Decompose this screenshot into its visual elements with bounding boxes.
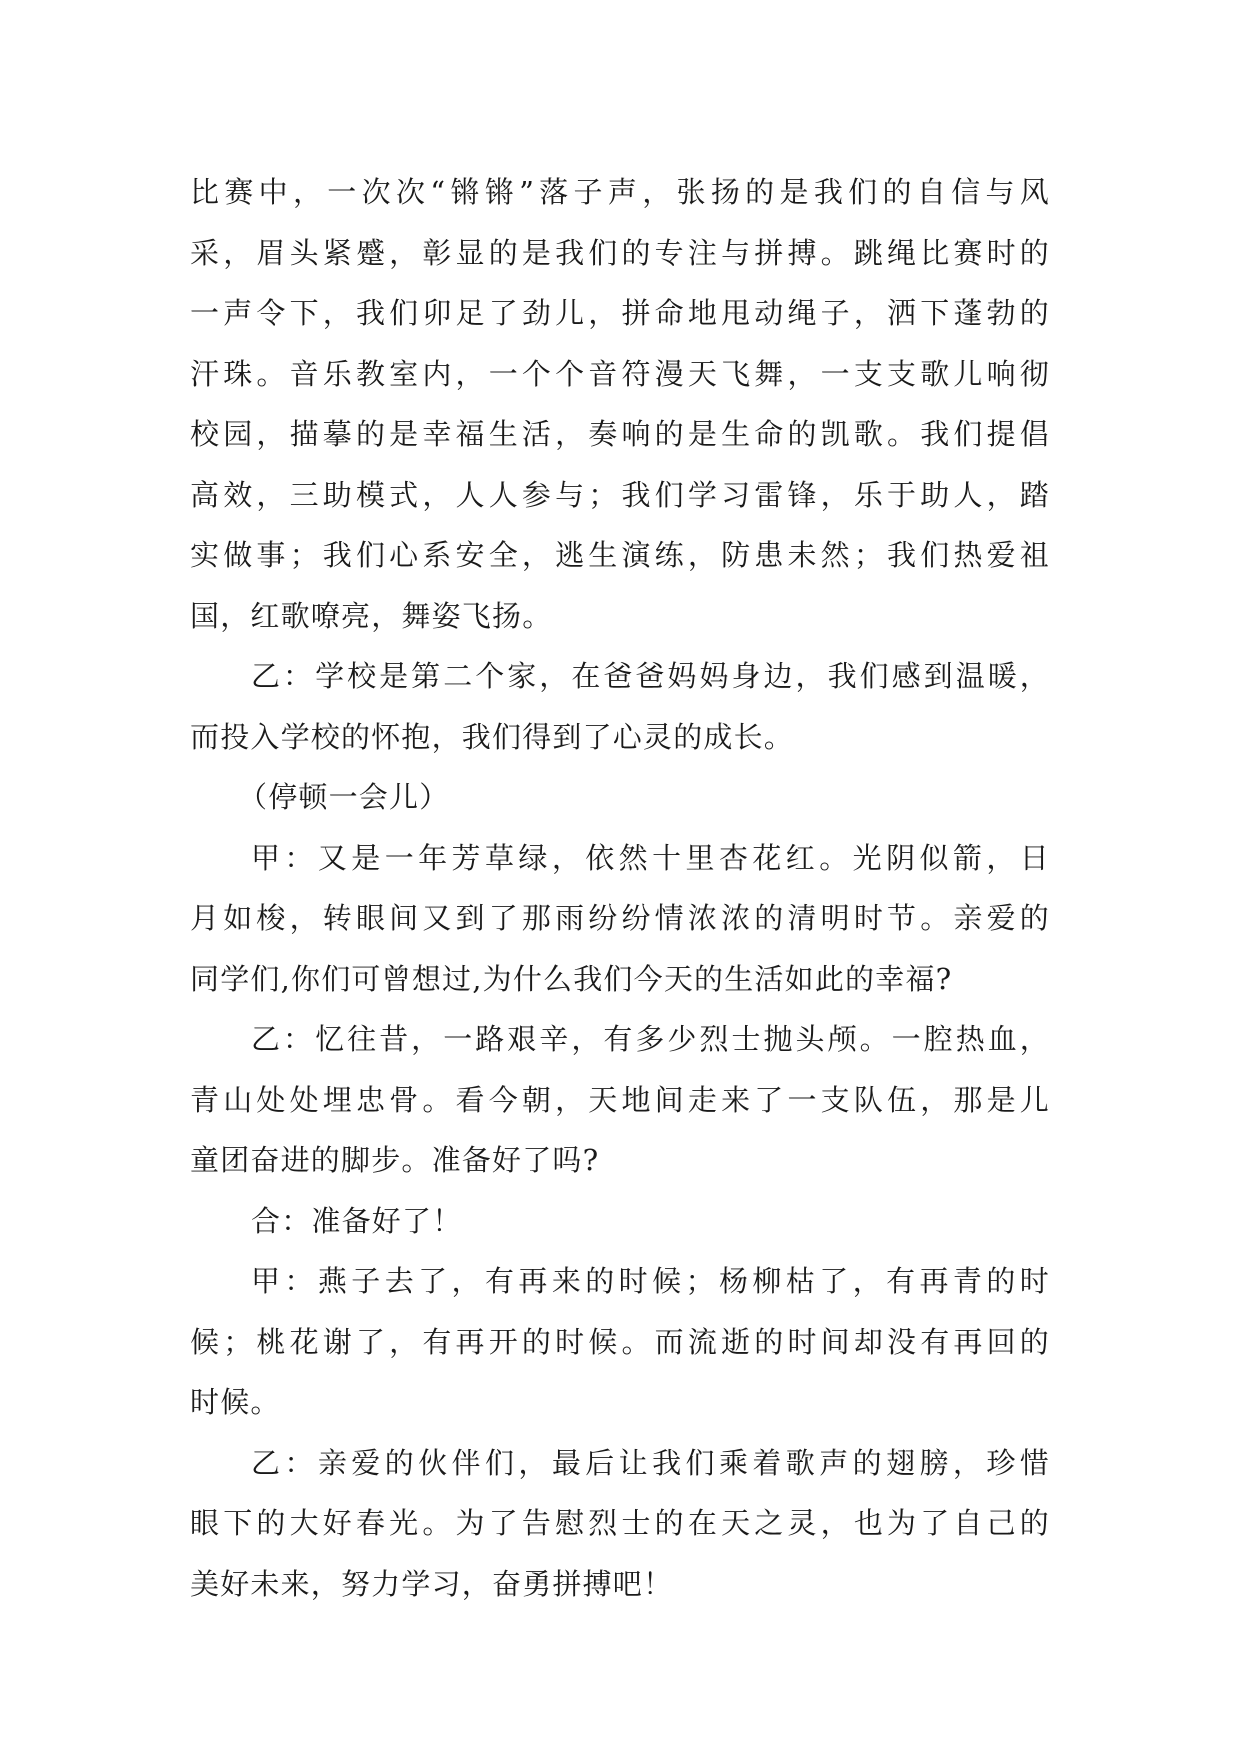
text-line: 眼下的大好春光。为了告慰烈士的在天之灵，也为了自己的 [190,1506,1050,1540]
text-line: 美好未来，努力学习，奋勇拼搏吧！ [190,1566,674,1601]
text-line: 同学们,你们可曾想过,为什么我们今天的生活如此的幸福? [190,961,953,996]
text-line: 甲：燕子去了，有再来的时候；杨柳枯了，有再青的时 [251,1264,1050,1298]
text-line: 而投入学校的怀抱，我们得到了心灵的成长。 [190,719,795,754]
paragraph [190,162,1050,646]
text-line: 甲：又是一年芳草绿，依然十里杏花红。光阴似箭，日 [251,840,1050,875]
paragraph [190,828,1050,1010]
paragraph [190,1251,1050,1433]
text-line: 校园，描摹的是幸福生活，奏响的是生命的凯歌。我们提倡 [190,417,1050,451]
paragraph [190,1191,1050,1252]
text-line: 汗珠。音乐教室内，一个个音符漫天飞舞，一支支歌儿响彻 [190,356,1050,391]
paragraph [190,1009,1050,1191]
text-line: 国，红歌嘹亮，舞姿飞扬。 [190,598,553,633]
stage-direction [190,767,1050,828]
text-line: 高效，三助模式，人人参与；我们学习雷锋，乐于助人，踏 [190,477,1050,512]
text-line: 乙：亲爱的伙伴们，最后让我们乘着歌声的翅膀，珍惜 [251,1445,1050,1480]
text-line: 乙：学校是第二个家，在爸爸妈妈身边，我们感到温暖， [251,659,1050,693]
text-line: 童团奋进的脚步。准备好了吗? [190,1143,600,1177]
text-line: 实做事；我们心系安全，逃生演练，防患未然；我们热爱祖 [190,538,1050,572]
text-line: 乙：忆往昔，一路艰辛，有多少烈士抛头颅。一腔热血， [251,1022,1050,1056]
text-line: 候；桃花谢了，有再开的时候。而流逝的时间却没有再回的 [190,1324,1050,1359]
text-line: 一声令下，我们卯足了劲儿，拼命地甩动绳子，洒下蓬勃的 [190,296,1050,330]
text-line: 青山处处埋忠骨。看今朝，天地间走来了一支队伍，那是儿 [190,1082,1050,1117]
text-line: 比赛中，一次次“锵锵”落子声，张扬的是我们的自信与风 [190,175,1050,209]
text-line: 合：准备好了！ [251,1203,463,1238]
paragraph [190,646,1050,767]
text-line: （停顿一会儿） [238,780,450,814]
text-line: 采，眉头紧蹙，彰显的是我们的专注与拼搏。跳绳比赛时的 [190,235,1050,270]
text-line: 月如梭，转眼间又到了那雨纷纷情浓浓的清明时节。亲爱的 [190,901,1050,935]
paragraph [190,1433,1050,1615]
document-body [190,162,1050,1614]
text-line: 时候。 [190,1385,281,1419]
